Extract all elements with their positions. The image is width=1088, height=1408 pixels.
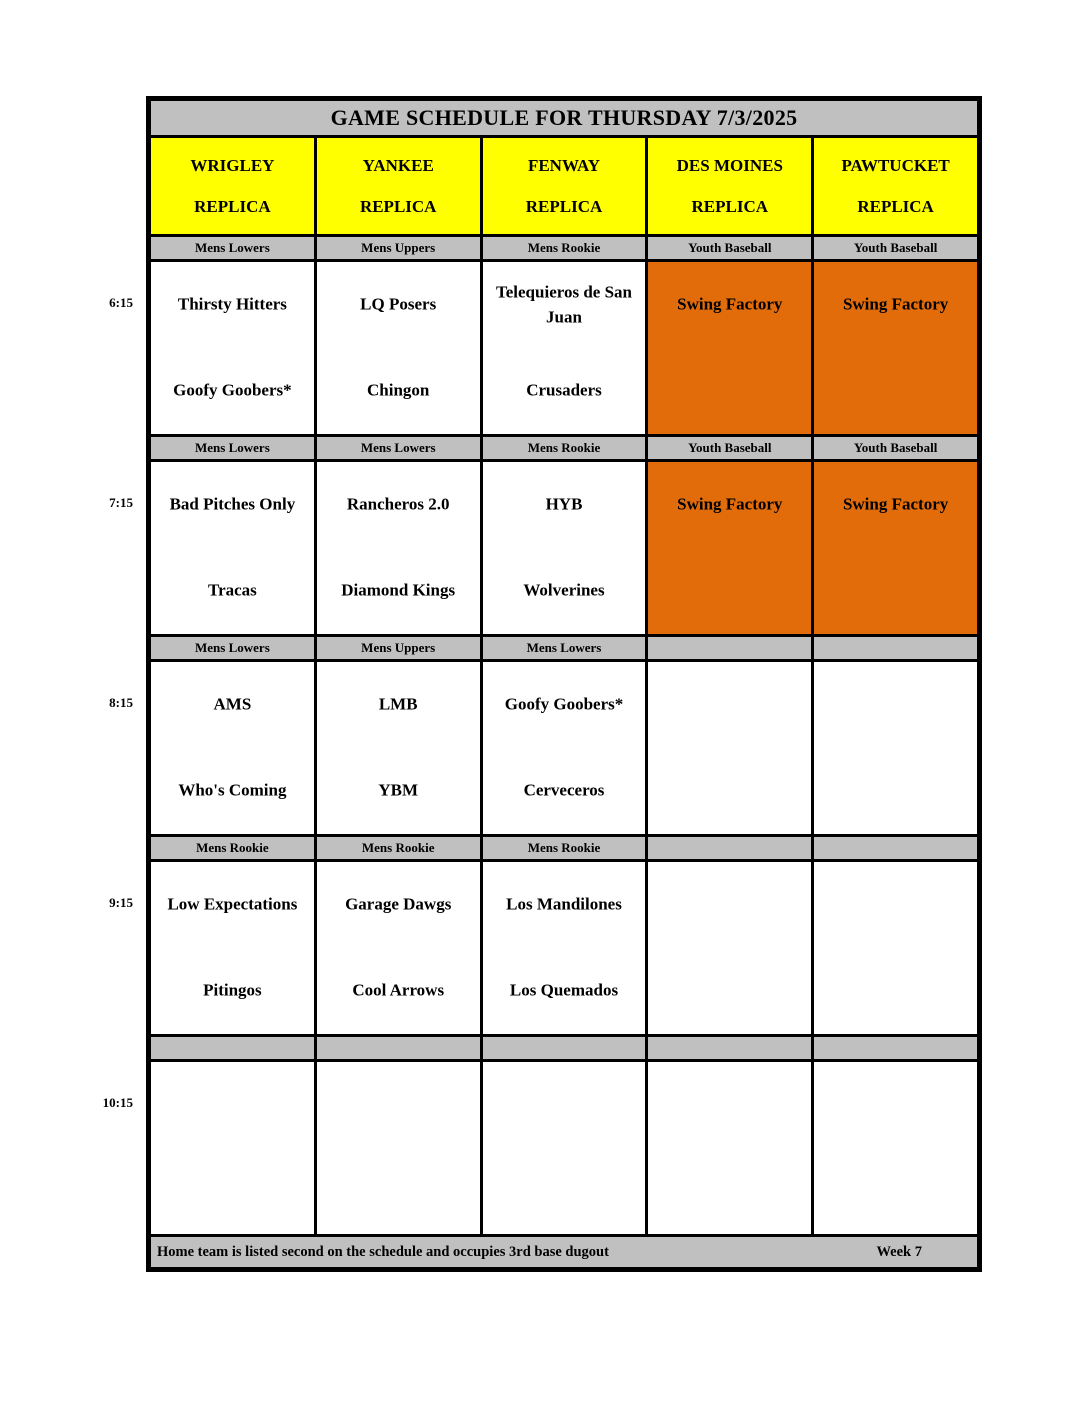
venue-header-cell — [151, 138, 314, 234]
venue-replica-label: REPLICA — [525, 196, 603, 216]
venue-name: WRIGLEY — [190, 155, 275, 175]
venue-header-cell — [317, 138, 480, 234]
venue-header-row — [151, 138, 977, 234]
game-cell — [483, 862, 646, 1034]
away-team: Bad Pitches Only — [169, 494, 296, 514]
home-team: Diamond Kings — [341, 580, 456, 600]
away-team: Telequieros de San Juan — [495, 282, 633, 326]
venue-name: YANKEE — [362, 155, 434, 175]
league-cell: Youth Baseball — [814, 437, 977, 459]
league-cell: Mens Lowers — [151, 237, 314, 259]
venue-name: DES MOINES — [676, 155, 783, 175]
league-cell — [317, 1037, 480, 1059]
league-row — [151, 837, 977, 859]
home-team: Los Quemados — [509, 980, 619, 1000]
game-cell — [648, 1062, 811, 1234]
venue-replica-label: REPLICA — [857, 196, 934, 216]
game-row — [151, 462, 977, 634]
game-cell — [483, 262, 646, 434]
game-cell — [483, 462, 646, 634]
away-team: Los Mandilones — [506, 894, 622, 914]
time-label: 6:15 — [109, 295, 133, 310]
league-cell — [814, 837, 977, 859]
away-team: Garage Dawgs — [345, 894, 452, 914]
game-cell — [317, 1062, 480, 1234]
league-cell: Mens Lowers — [151, 437, 314, 459]
time-label: 10:15 — [102, 1095, 133, 1110]
game-cell — [648, 462, 811, 634]
league-row — [151, 1037, 977, 1059]
venue-header-cell — [483, 138, 646, 234]
game-cell — [151, 862, 314, 1034]
game-cell — [814, 862, 977, 1034]
schedule-table — [146, 96, 982, 1272]
home-team: Goofy Goobers* — [173, 380, 292, 400]
league-cell: Mens Uppers — [317, 237, 480, 259]
league-cell: Mens Lowers — [317, 437, 480, 459]
game-cell — [317, 462, 480, 634]
league-cell — [814, 1037, 977, 1059]
away-team: Rancheros 2.0 — [346, 494, 450, 514]
away-team: LMB — [378, 694, 418, 714]
league-cell — [483, 1037, 646, 1059]
home-team: Crusaders — [526, 380, 602, 400]
schedule-title: GAME SCHEDULE FOR THURSDAY 7/3/2025 — [151, 101, 977, 135]
game-cell — [317, 262, 480, 434]
game-cell — [317, 662, 480, 834]
home-team: Cool Arrows — [352, 980, 445, 1000]
game-cell — [483, 662, 646, 834]
footer-bar — [151, 1237, 977, 1267]
away-team: HYB — [545, 494, 583, 514]
league-row — [151, 437, 977, 459]
league-cell — [814, 637, 977, 659]
home-team: Pitingos — [203, 980, 262, 1000]
league-cell: Mens Rookie — [151, 837, 314, 859]
game-row — [151, 1062, 977, 1234]
away-team: Thirsty Hitters — [177, 294, 287, 314]
game-cell — [814, 262, 977, 434]
venue-name: PAWTUCKET — [841, 155, 950, 175]
venue-name: FENWAY — [527, 155, 601, 175]
home-team: Wolverines — [523, 580, 605, 600]
league-cell — [648, 1037, 811, 1059]
away-team: Goofy Goobers* — [504, 694, 624, 714]
away-team: Swing Factory — [842, 294, 949, 314]
venue-replica-label: REPLICA — [194, 196, 271, 216]
home-team: Who's Coming — [178, 780, 287, 800]
league-cell: Mens Rookie — [483, 237, 646, 259]
away-team: AMS — [213, 694, 252, 714]
game-cell — [814, 462, 977, 634]
game-row — [151, 262, 977, 434]
game-cell — [151, 462, 314, 634]
game-row — [151, 662, 977, 834]
time-label: 9:15 — [109, 895, 133, 910]
game-row — [151, 862, 977, 1034]
league-row — [151, 637, 977, 659]
game-cell — [648, 862, 811, 1034]
away-team: Swing Factory — [677, 294, 783, 314]
game-cell — [814, 1062, 977, 1234]
league-cell: Youth Baseball — [648, 237, 811, 259]
game-cell — [648, 662, 811, 834]
league-cell: Mens Lowers — [483, 637, 646, 659]
home-team: Chingon — [367, 380, 430, 400]
home-team: Tracas — [208, 580, 257, 600]
league-row — [151, 237, 977, 259]
game-cell — [648, 262, 811, 434]
venue-replica-label: REPLICA — [359, 196, 437, 216]
away-team: Swing Factory — [677, 494, 783, 514]
venue-header-cell — [814, 138, 977, 234]
game-cell — [814, 662, 977, 834]
game-cell — [483, 1062, 646, 1234]
time-label: 8:15 — [109, 695, 133, 710]
game-cell — [317, 862, 480, 1034]
time-label: 7:15 — [109, 495, 133, 510]
away-team: Low Expectations — [167, 894, 298, 914]
venue-replica-label: REPLICA — [691, 196, 769, 216]
game-cell — [151, 662, 314, 834]
league-cell: Mens Lowers — [151, 637, 314, 659]
league-cell — [648, 637, 811, 659]
away-team: LQ Posers — [360, 294, 437, 314]
game-cell — [151, 262, 314, 434]
league-cell: Youth Baseball — [648, 437, 811, 459]
league-cell: Mens Rookie — [317, 837, 480, 859]
away-team: Swing Factory — [842, 494, 949, 514]
home-team: Cerveceros — [523, 780, 605, 800]
home-team: YBM — [378, 780, 419, 800]
footer-note: Home team is listed second on the schedule and occupies 3rd base dugout — [157, 1243, 609, 1260]
venue-header-cell — [648, 138, 811, 234]
league-cell: Mens Rookie — [483, 837, 646, 859]
league-cell: Mens Rookie — [483, 437, 646, 459]
slots-container — [151, 237, 977, 1234]
league-cell — [151, 1037, 314, 1059]
footer-week: Week 7 — [876, 1243, 922, 1260]
league-cell — [648, 837, 811, 859]
league-cell: Youth Baseball — [814, 237, 977, 259]
game-cell — [151, 1062, 314, 1234]
league-cell: Mens Uppers — [317, 637, 480, 659]
